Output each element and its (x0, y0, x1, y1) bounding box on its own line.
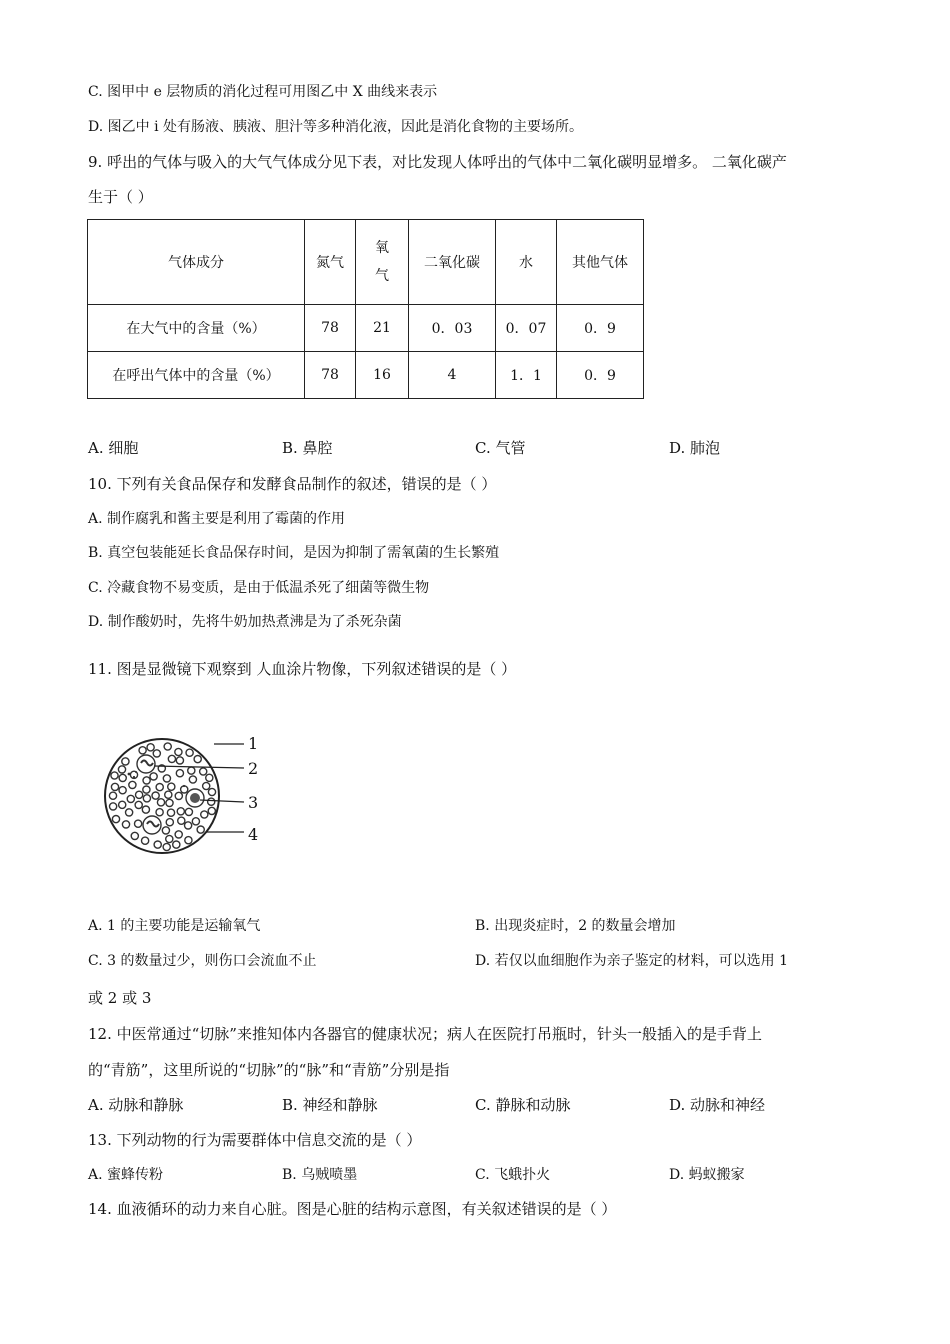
q12-option-c: C. 静脉和动脉 (475, 1096, 571, 1114)
red-blood-cell (135, 801, 142, 808)
q11-option-c: C. 3 的数量过少，则伤口会流血不止 (88, 953, 317, 969)
red-blood-cell (131, 832, 138, 839)
red-blood-cell (185, 822, 192, 829)
red-blood-cell (175, 831, 182, 838)
q13-option-d: D. 蚂蚁搬家 (669, 1167, 745, 1183)
table-cell: 0．9 (557, 305, 644, 352)
red-blood-cell (152, 792, 159, 799)
red-blood-cell (165, 791, 172, 798)
red-blood-cell (157, 799, 164, 806)
red-blood-cell (109, 792, 116, 799)
q13-option-b: B. 乌贼喷墨 (282, 1167, 358, 1183)
q8-option-c: C. 图甲中 e 层物质的消化过程可用图乙中 X 曲线来表示 (88, 84, 438, 100)
red-blood-cell (208, 788, 215, 795)
red-blood-cell (111, 772, 118, 779)
red-blood-cell (192, 818, 199, 825)
red-blood-cell (153, 750, 160, 757)
red-blood-cell (112, 816, 119, 823)
red-blood-cell (176, 770, 183, 777)
red-blood-cell (142, 837, 149, 844)
table-header-cell (356, 220, 409, 305)
q9-option-d: D. 肺泡 (669, 439, 721, 457)
table-cell: 在大气中的含量（%） (88, 305, 305, 352)
table-row (88, 305, 644, 352)
red-blood-cell (154, 841, 161, 848)
red-blood-cell (168, 755, 175, 762)
table-header-cell: 气体成分 (88, 220, 305, 305)
red-blood-cell (185, 837, 192, 844)
red-blood-cell (142, 806, 149, 813)
red-blood-cell (139, 747, 146, 754)
red-blood-cell (136, 791, 143, 798)
red-blood-cell (175, 792, 182, 799)
q11-option-a: A. 1 的主要功能是运输氧气 (88, 918, 261, 934)
red-blood-cell (143, 786, 150, 793)
table-cell: 16 (356, 352, 409, 399)
red-blood-cell (122, 821, 129, 828)
table-cell: 0．03 (409, 305, 496, 352)
q10-option-b: B. 真空包装能延长食品保存时间，是因为抑制了需氧菌的生长繁殖 (88, 545, 500, 561)
red-blood-cell (200, 768, 207, 775)
q12-option-d: D. 动脉和神经 (669, 1096, 766, 1114)
q10-option-c: C. 冷藏食物不易变质，是由于低温杀死了细菌等微生物 (88, 580, 430, 596)
table-cell: 1．1 (496, 352, 557, 399)
red-blood-cell (118, 766, 125, 773)
red-blood-cell (166, 835, 173, 842)
red-blood-cell (176, 757, 183, 764)
figure-label-2: 2 (248, 759, 259, 778)
red-blood-cell (150, 773, 157, 780)
q13-option-c: C. 飞蛾扑火 (475, 1167, 551, 1183)
q9-stem: 9. 呼出的气体与吸入的大气气体成分见下表，对比发现人体呼出的气体中二氧化碳明显增多。 二氧化碳产 (88, 153, 787, 171)
red-blood-cell (163, 775, 170, 782)
q13-option-a: A. 蜜蜂传粉 (88, 1167, 164, 1183)
red-blood-cell (164, 743, 171, 750)
red-blood-cell (173, 841, 180, 848)
red-blood-cell (185, 808, 192, 815)
table-cell: 78 (305, 352, 356, 399)
gas-composition-table (87, 219, 644, 399)
red-blood-cell (156, 784, 163, 791)
table-cell: 0．9 (557, 352, 644, 399)
figure-label-3: 3 (248, 793, 259, 812)
red-blood-cell (177, 808, 184, 815)
q11-option-d-cont: 或 2 或 3 (88, 989, 152, 1007)
table-cell: 21 (356, 305, 409, 352)
red-blood-cell (156, 809, 163, 816)
q12-stem: 12. 中医常通过“切脉”来推知体内各器官的健康状况；病人在医院打吊瓶时，针头一般插入的是手背上 (88, 1025, 762, 1043)
q12-stem-cont: 的“青筋”，这里所说的“切脉”的“脉”和“青筋”分别是指 (88, 1061, 450, 1079)
figure-label-4: 4 (248, 825, 259, 844)
red-blood-cell (201, 811, 208, 818)
blood-smear-figure (96, 722, 276, 872)
red-blood-cell (203, 782, 210, 789)
red-blood-cell (135, 820, 142, 827)
red-blood-cell (166, 819, 173, 826)
header-char: 氧 (375, 240, 389, 256)
table-header-cell: 其他气体 (557, 220, 644, 305)
red-blood-cell (163, 843, 170, 850)
red-blood-cell (143, 795, 150, 802)
red-blood-cell (119, 801, 126, 808)
q14-stem: 14. 血液循环的动力来自心脏。图是心脏的结构示意图，有关叙述错误的是（ ） (88, 1200, 617, 1218)
table-cell: 在呼出气体中的含量（%） (88, 352, 305, 399)
red-blood-cell (119, 774, 126, 781)
red-blood-cell (110, 803, 117, 810)
table-header-cell: 氮气 (305, 220, 356, 305)
q12-option-b: B. 神经和静脉 (282, 1096, 378, 1114)
white-blood-cell (186, 789, 204, 807)
red-blood-cell (188, 767, 195, 774)
q9-option-c: C. 气管 (475, 439, 526, 457)
red-blood-cell (166, 799, 173, 806)
red-blood-cell (208, 807, 215, 814)
table-cell: 78 (305, 305, 356, 352)
q11-stem: 11. 图是显微镜下观察到 人血涂片物像，下列叙述错误的是（ ） (88, 660, 517, 678)
red-blood-cell (126, 809, 133, 816)
red-blood-cell (186, 749, 193, 756)
q8-option-d: D. 图乙中 i 处有肠液、胰液、胆汁等多种消化液，因此是消化食物的主要场所。 (88, 119, 584, 135)
q9-option-b: B. 鼻腔 (282, 439, 333, 457)
figure-label-1: 1 (248, 734, 259, 753)
white-blood-cell (143, 816, 161, 834)
table-row (88, 352, 644, 399)
table-cell: 4 (409, 352, 496, 399)
red-blood-cell (175, 748, 182, 755)
q10-option-a: A. 制作腐乳和酱主要是利用了霉菌的作用 (88, 511, 346, 527)
q9-option-a: A. 细胞 (88, 439, 139, 457)
q13-stem: 13. 下列动物的行为需要群体中信息交流的是（ ） (88, 1131, 422, 1149)
red-blood-cell (127, 795, 134, 802)
table-header-cell: 水 (496, 220, 557, 305)
q11-option-b: B. 出现炎症时，2 的数量会增加 (475, 918, 676, 934)
red-blood-cell (129, 781, 136, 788)
red-blood-cell (162, 827, 169, 834)
q12-option-a: A. 动脉和静脉 (88, 1096, 184, 1114)
red-blood-cell (189, 776, 196, 783)
red-blood-cell (168, 783, 175, 790)
red-blood-cell (143, 777, 150, 784)
red-blood-cell (197, 826, 204, 833)
red-blood-cell (206, 774, 213, 781)
q11-option-d: D. 若仅以血细胞作为亲子鉴定的材料，可以选用 1 (475, 953, 788, 969)
q10-option-d: D. 制作酸奶时，先将牛奶加热煮沸是为了杀死杂菌 (88, 614, 402, 630)
red-blood-cell (194, 756, 201, 763)
table-header-cell: 二氧化碳 (409, 220, 496, 305)
red-blood-cell (147, 744, 154, 751)
red-blood-cell (122, 758, 129, 765)
red-blood-cell (119, 787, 126, 794)
red-blood-cell (111, 783, 118, 790)
red-blood-cell (178, 817, 185, 824)
table-cell: 0．07 (496, 305, 557, 352)
q9-stem-cont: 生于（ ） (88, 188, 153, 206)
white-blood-cell (137, 755, 155, 773)
q10-stem: 10. 下列有关食品保存和发酵食品制作的叙述，错误的是（ ） (88, 475, 497, 493)
header-char: 气 (375, 268, 389, 284)
table-header-row (88, 220, 644, 305)
red-blood-cell (167, 809, 174, 816)
red-blood-cell (208, 798, 215, 805)
